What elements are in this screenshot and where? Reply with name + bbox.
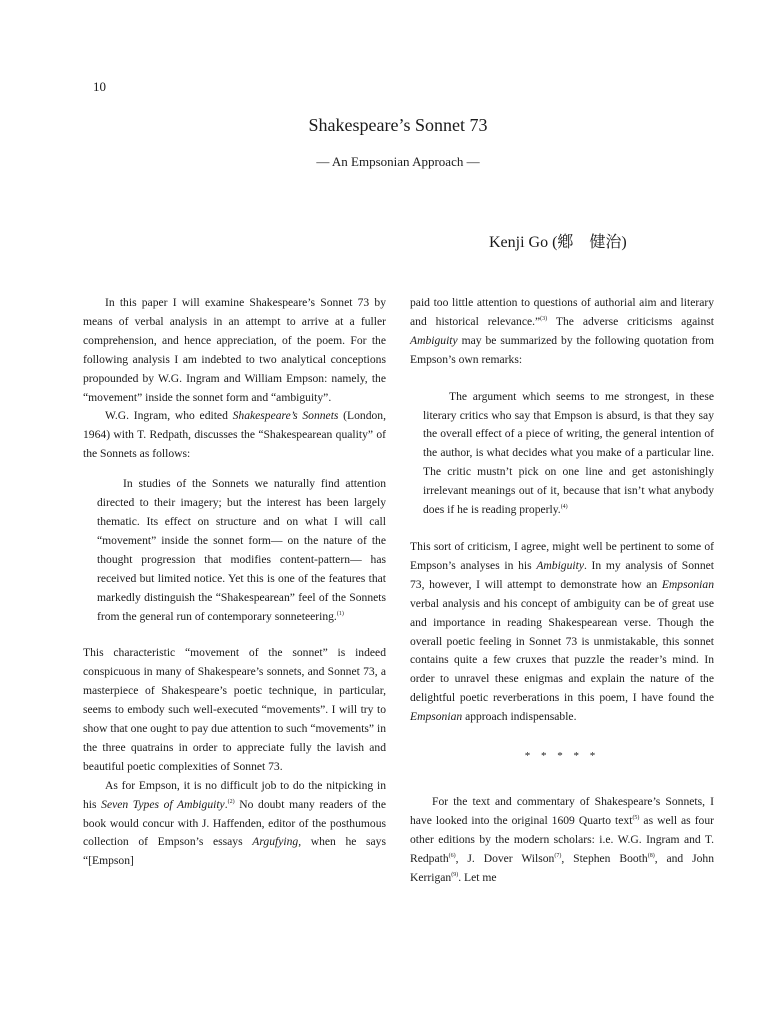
footnote-marker: (3) <box>540 315 548 322</box>
paragraph-editions <box>410 793 714 888</box>
section-break-stars: * * * * * <box>524 750 600 763</box>
text-run: paid too little attention to questions of authorial aim and literary and historical relevance.” <box>410 296 714 328</box>
text-run: as well as four other editions by the modern scholars: i.e. W.G. Ingram and T. Redpath <box>410 813 715 865</box>
block-quote-empson <box>423 388 714 520</box>
text-run: W.G. Ingram, who edited <box>105 409 233 423</box>
text-run: verbal analysis and his concept of ambiguity can be of great use and importance in reading Shakespearean verse. Though the overall poetic feeling in Sonnet 73 is unmistakable, this sonnet contains quite a few cruxes that puzzle the reader’s mind. In order to unravel these enigmas and explain the nature of the delightful poetic reverberations in this poem, I have found the <box>410 596 714 705</box>
text-run: . In my analysis of Sonnet 73, however, I will attempt to demonstrate how an <box>410 558 714 591</box>
footnote-marker: (9) <box>451 871 459 878</box>
left-column <box>83 294 386 871</box>
block-quote-ingram <box>97 475 386 626</box>
text-run: The adverse criticisms against <box>547 314 714 328</box>
paragraph-continued <box>410 294 714 370</box>
emphasis-italic: Empsonian <box>410 710 463 724</box>
footnote-marker: (7) <box>554 852 562 859</box>
text-run: , and John Kerrigan <box>410 851 714 884</box>
paragraph-movement: This characteristic “movement of the sonnet” is indeed conspicuous in many of Shakespeare’s sonnets, and Sonnet 73, a masterpiece of Shakespeare’s poetic technique, in particular, seems to embody such well-executed “movements”. I will try to show that one ought to pay due attention to such “movements” in the three quatrains in order to appreciate fully the lavish and beautiful poetic complexities of Sonnet 73. <box>83 646 386 773</box>
paragraph-criticism <box>410 538 714 727</box>
text-run: No doubt many readers of the book would concur with J. Haffenden, editor of the posthumous collection of Empson’s essays <box>83 797 386 849</box>
text-run: For the text and commentary of Shakespeare’s Sonnets, I have looked into the original 1609 Quarto text <box>410 794 714 827</box>
paragraph-ingram <box>83 407 386 464</box>
text-run: , J. Dover Wilson <box>455 851 555 865</box>
text-run: This sort of criticism, I agree, might well be pertinent to some of Empson’s analyses in his <box>410 539 714 572</box>
text-run: , Stephen Booth <box>561 851 648 865</box>
paragraph-empson: As for Empson, it is no difficult job to do the nitpicking in his Seven Types of Ambiguity.$^{(2)}$ No doubt many readers of the book would concur with J. Haffenden, editor of the posthumous collection of Empson’s essays Argufying, when he says “[Empson] <box>83 778 386 868</box>
footnote-marker: (5) <box>632 814 640 821</box>
right-column <box>410 294 714 887</box>
footnote-marker: (8) <box>647 852 655 859</box>
footnote-marker: (4) <box>560 504 568 511</box>
quote-text: The argument which seems to me strongest, in these literary critics who say that Empson is absurd, is that they say the overall effect of a piece of writing, the general intention of the author, is what decides what you make of a particular line. The critic mustn’t pick on one line and get astonishingly irrelevant meanings out of it, because that isn’t what anybody does if he is reading properly. <box>423 389 714 517</box>
text-run: approach indispensable. <box>462 710 577 724</box>
book-title-italic: Seven Types of Ambiguity <box>101 797 225 811</box>
text-run: As for Empson, it is no difficult job to do the nitpicking in his <box>83 778 386 811</box>
text-run: may be summarized by the following quotation from Empson’s own remarks: <box>410 333 714 366</box>
text-run: . Let me <box>458 870 497 884</box>
quote-text: In studies of the Sonnets we naturally find attention directed to their imagery; but the interest has been largely thematic. Its effect on structure and on what I will call “movement” inside the sonnet form— on the nature of the thought progression that modifies content-pattern— has received but limited notice. Yet this is one of the features that markedly distinguish the “Shakespearean” feel of the Sonnets from the general run of contemporary sonneteering. <box>97 477 386 623</box>
book-title-italic: Ambiguity <box>536 558 584 572</box>
footnote-marker: (2) <box>227 798 235 805</box>
footnote-marker: (6) <box>448 852 456 859</box>
book-title-italic: Argufying <box>252 835 299 849</box>
paragraph-intro: In this paper I will examine Shakespeare’s Sonnet 73 by means of verbal analysis in an attempt to arrive at a fuller comprehension, and hence appreciation, of the poem. For the following analysis I am indebted to two analytical conceptions propounded by W.G. Ingram and William Empson: namely, the “movement” inside the sonnet form and “ambiguity”. <box>83 296 386 404</box>
author-name: Kenji Go (鄕 健治) <box>489 234 627 251</box>
emphasis-italic: Empsonian <box>661 577 714 591</box>
article-subtitle: — An Empsonian Approach — <box>316 154 480 169</box>
book-title-italic: Ambiguity <box>410 333 458 347</box>
article-title: Shakespeare’s Sonnet 73 <box>308 115 488 135</box>
book-title-italic: Shakespeare’s Sonnets <box>232 409 339 423</box>
footnote-marker: (1) <box>336 610 344 617</box>
text-run: (London, 1964) with T. Redpath, discusses the “Shakespearean quality” of the Sonnets as follows: <box>83 409 386 461</box>
page-number: 10 <box>93 79 106 94</box>
text-run: , when he says “[Empson] <box>83 835 386 868</box>
